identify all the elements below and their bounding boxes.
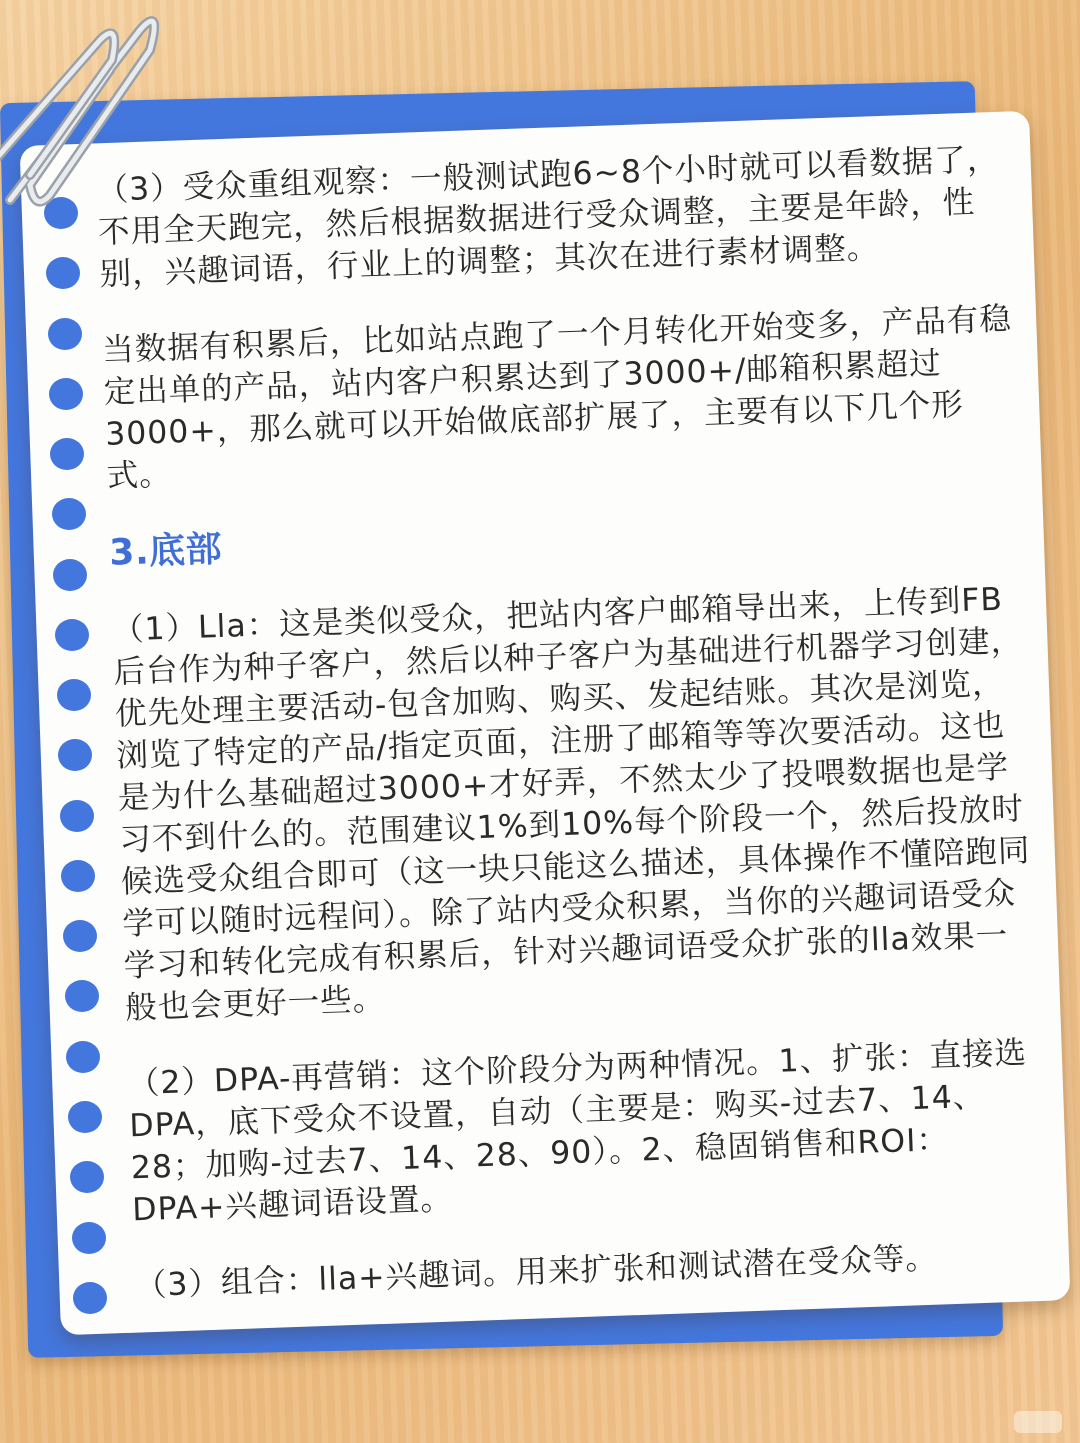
binder-hole [55,619,89,651]
binder-hole [58,739,92,771]
binder-hole [52,498,86,530]
binder-hole [50,438,84,470]
binder-hole [65,980,99,1012]
paragraph-audience-regroup: （3）受众重组观察：一般测试跑6~8个小时就可以看数据了，不用全天跑完，然后根据数据进行受众调整，主要是年龄，性别，兴趣词语，行业上的调整；其次在进行素材调整。 [96,141,1000,293]
binder-hole [70,1161,104,1193]
binder-hole [60,800,94,832]
binder-hole [66,1041,100,1073]
note-content [96,138,1047,1307]
binder-hole [57,679,91,711]
binder-hole [49,378,83,410]
binder-hole [72,1222,106,1254]
watermark-badge [1014,1411,1062,1433]
binder-hole [63,920,97,952]
section-heading: 3.底部 [108,528,223,574]
binder-hole [48,318,82,350]
paragraph-combination: （3）组合：lla+兴趣词。用来扩张和测试潜在受众等。 [134,1240,939,1305]
binder-hole [73,1282,107,1314]
binder-hole [46,257,80,289]
paragraph-data-accumulation: 当数据有积累后，比如站点跑了一个月转化开始变多，产品有稳定出单的产品，站内客户积累达到了3000+/邮箱积累超过3000+，那么就可以开始做底部扩展了，主要有以下几个形式。 [101,301,1013,495]
paragraph-dpa: （2）DPA-再营销：这个阶段分为两种情况。1、扩张：直接选DPA，底下受众不设置，自动（主要是：购买-过去7、14、28；加购-过去7、14、28、90）。2、稳固销售和ROI：DPA+兴趣词语设置。 [127,1035,1028,1229]
binder-hole [61,860,95,892]
binder-hole [68,1101,102,1133]
paragraph-lla: （1）Lla：这是类似受众，把站内客户邮箱导出来，上传到FB后台作为种子客户，然后以种子客户为基础进行机器学习创建，优先处理主要活动-包含加购、购买、发起结账。其次是浏览，浏览了特定的产品/指定页面，注册了邮箱等等次要活动。这也是为什么基础超过3000+才好弄，不然太少了投喂数据也是学习不到什么的。范围建议1%到10%每个阶段一个，然后投放时候选受众组合即可（这一块只能这么描述，具体操作不懂陪跑同学可以随时远程问）。除了站内受众积累，当你的兴趣词语受众学习和转化完成有积累后，针对兴趣词语受众扩张的lla效果一般也会更好一些。 [111,581,1031,1027]
binder-hole [53,559,87,591]
